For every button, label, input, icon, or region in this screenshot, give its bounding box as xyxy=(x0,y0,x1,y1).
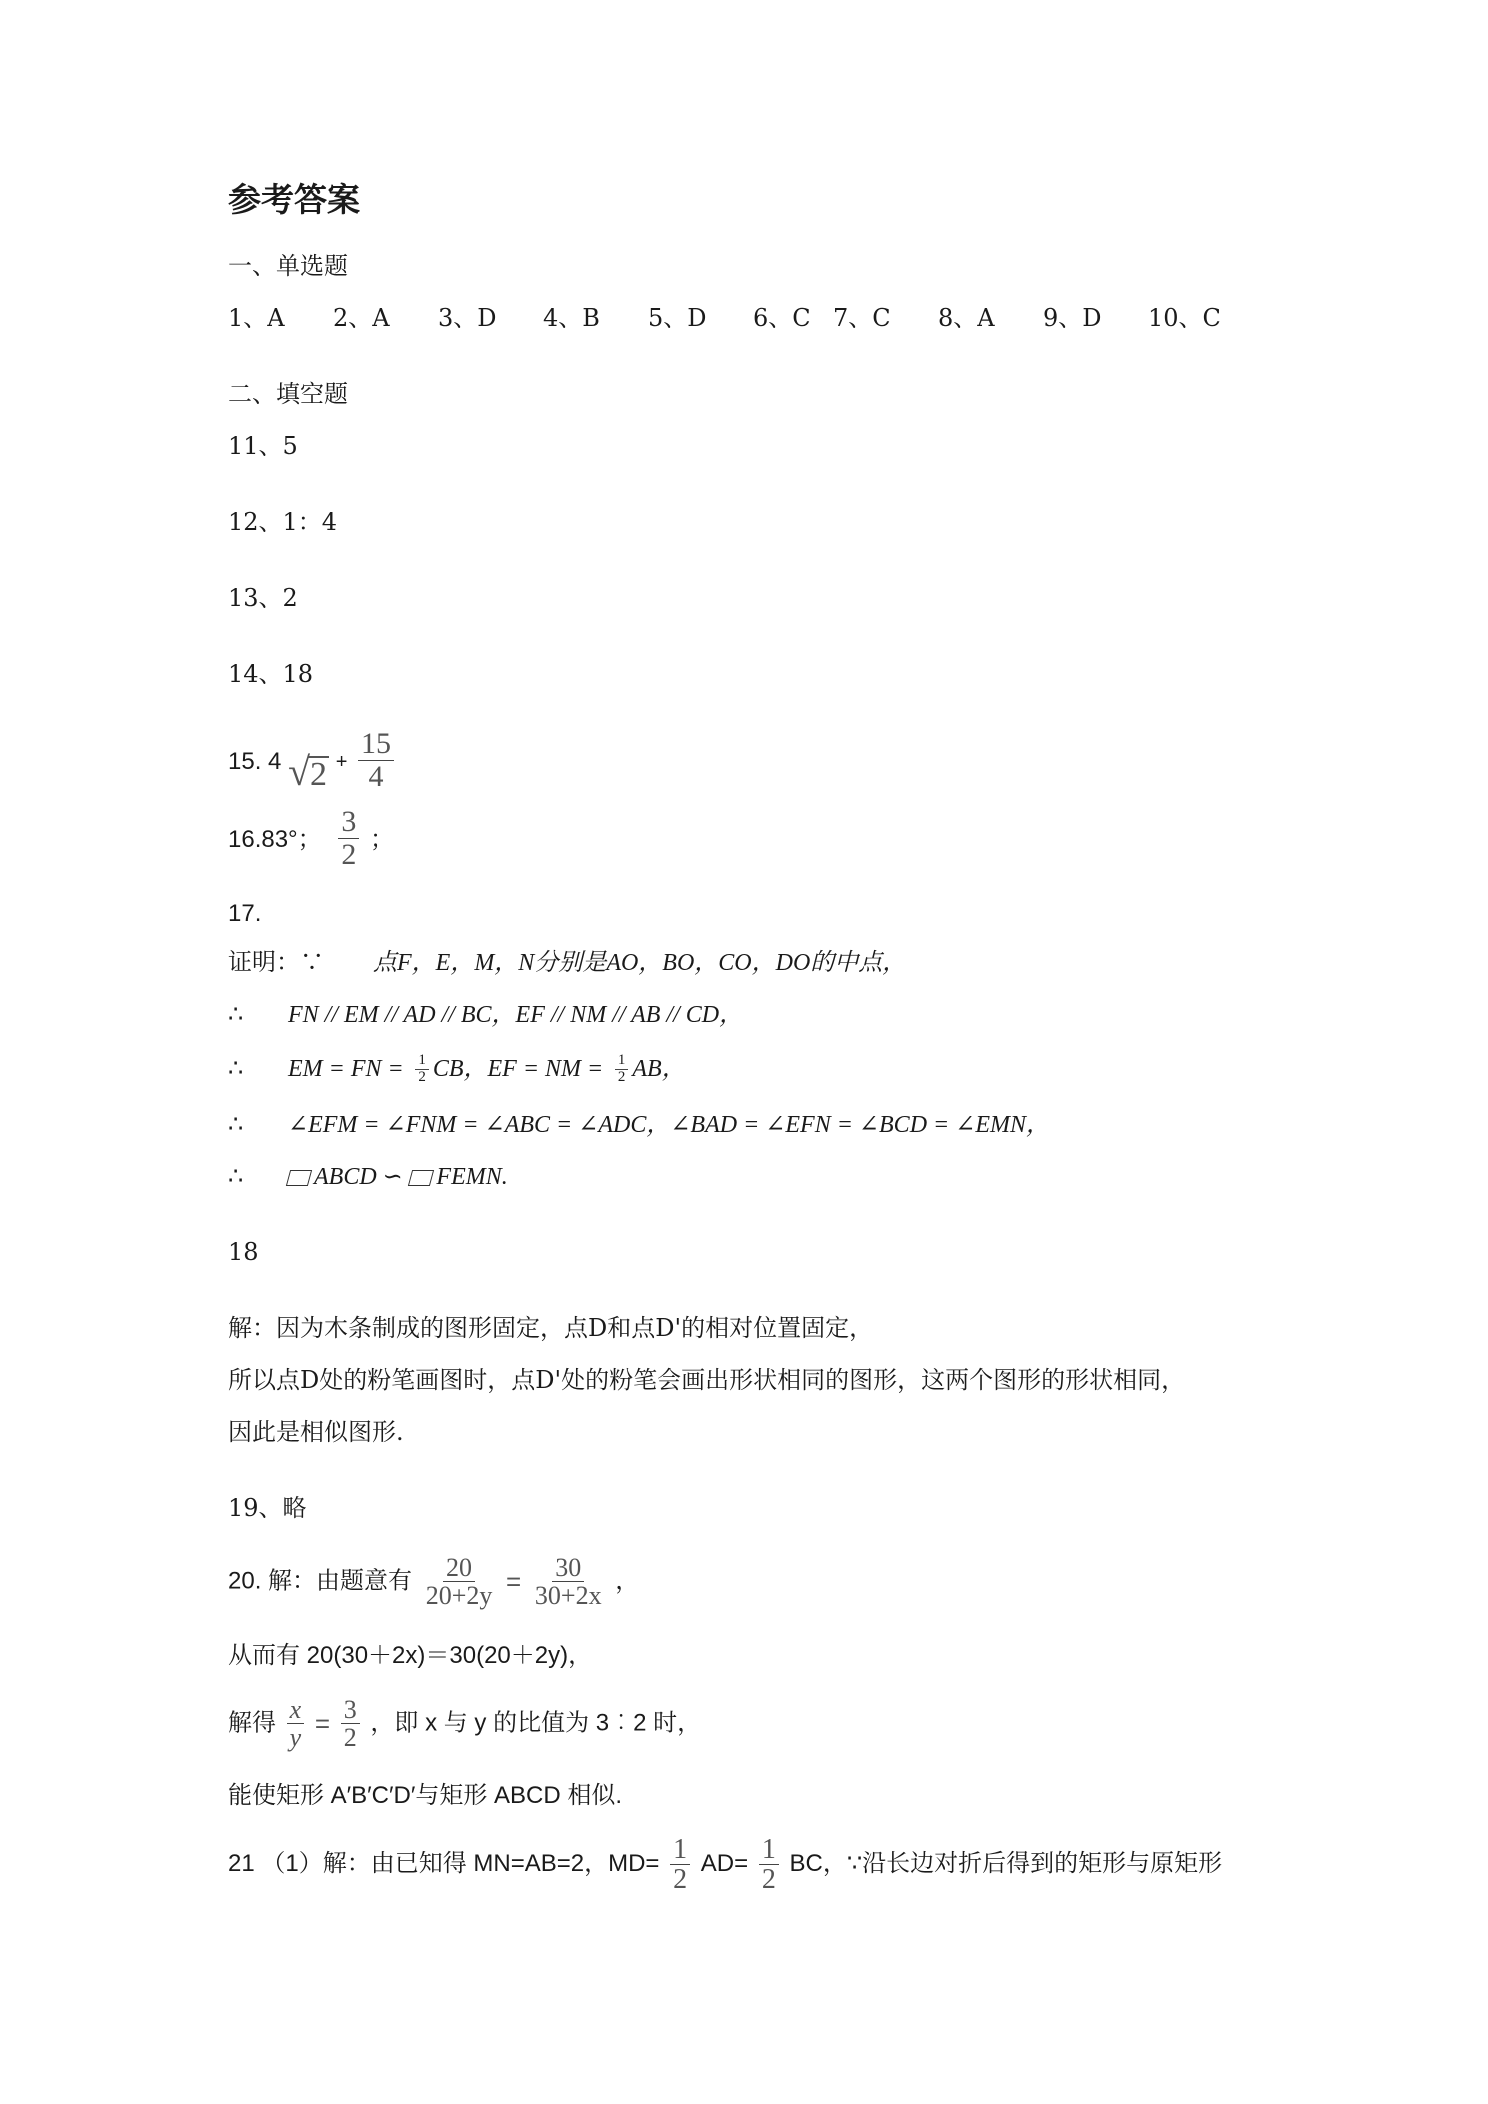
equals-sign: = xyxy=(506,1566,522,1597)
section-heading-fill-blank: 二、填空题 xyxy=(228,380,348,408)
plus-sign: + xyxy=(335,751,348,773)
fraction-numerator: 1 xyxy=(415,1053,429,1070)
fraction-one-half xyxy=(670,1835,690,1895)
page-title: 参考答案 xyxy=(228,180,360,219)
fraction-15-4 xyxy=(358,728,394,792)
answer-3: 3、D xyxy=(438,304,497,332)
fraction-denominator: 2 xyxy=(341,837,357,871)
fraction-numerator: 30 xyxy=(552,1554,584,1582)
answer-5: 5、D xyxy=(648,304,707,332)
section-heading-single-choice: 一、单选题 xyxy=(228,252,348,280)
q20-comma: ， xyxy=(615,1567,640,1595)
single-choice-answers xyxy=(228,302,1228,334)
fraction-20-over-20-2y xyxy=(423,1554,496,1610)
fraction-one-half xyxy=(615,1053,629,1086)
q18-label: 18 xyxy=(228,1238,259,1266)
therefore-symbol: ∴ xyxy=(228,1110,244,1138)
q17-premise: 点F，E，M，N分别是AO，BO，CO，DO的中点， xyxy=(373,950,907,976)
q20-solve-suffix: ，即 x 与 y 的比值为 3︰2 时， xyxy=(370,1709,702,1737)
answer-6: 6、C xyxy=(753,304,811,332)
fraction-one-half xyxy=(759,1835,779,1895)
q19-answer: 19、略 xyxy=(228,1494,307,1522)
fraction-denominator: 2 xyxy=(673,1864,688,1896)
answer-13: 13、2 xyxy=(228,584,298,612)
fraction-numerator: 1 xyxy=(759,1835,779,1865)
answer-7: 7、C xyxy=(833,304,891,332)
q17-eq-part-b: CB，EF = NM = xyxy=(432,1056,604,1082)
q18-line-3: 因此是相似图形. xyxy=(228,1418,404,1446)
q17-line-4 xyxy=(228,1108,1050,1141)
fraction-numerator: x xyxy=(287,1696,305,1724)
fraction-denominator: 2 xyxy=(761,1864,776,1896)
equals-sign: = xyxy=(314,1708,331,1739)
answer-4: 4、B xyxy=(543,304,600,332)
answer-9: 9、D xyxy=(1043,304,1102,332)
q21-suffix: BC，∵沿长边对折后得到的矩形与原矩形 xyxy=(789,1850,1223,1877)
radical-icon: √ xyxy=(288,749,311,794)
answer-16 xyxy=(228,806,394,870)
fraction-denominator: 30+2x xyxy=(534,1581,602,1611)
fraction-numerator: 1 xyxy=(670,1835,690,1865)
q20-prefix: 20. 解：由题意有 xyxy=(228,1567,413,1595)
answer-1: 1、A xyxy=(228,304,285,332)
q20-line-4: 能使矩形 A′B′C′D′与矩形 ABCD 相似. xyxy=(228,1782,623,1809)
sqrt-radicand: 2 xyxy=(310,756,328,793)
fraction-3-over-2 xyxy=(341,1696,360,1752)
because-prefix: 证明：∵ xyxy=(228,948,324,976)
q17-line-1 xyxy=(228,946,906,979)
parallelogram-icon xyxy=(286,1170,312,1186)
fraction-denominator: 4 xyxy=(368,759,384,793)
q17-eq-part-a: EM = FN = xyxy=(288,1056,404,1082)
fraction-30-over-30-2x xyxy=(532,1554,605,1610)
therefore-symbol: ∴ xyxy=(228,1162,244,1190)
fraction-denominator: 2 xyxy=(343,1723,357,1753)
q20-line-3 xyxy=(228,1690,701,1757)
therefore-symbol: ∴ xyxy=(228,1000,244,1028)
answer-11: 11、5 xyxy=(228,432,298,460)
fraction-numerator: 15 xyxy=(358,728,394,761)
answer-12: 12、1：4 xyxy=(228,508,338,536)
answer-16-suffix: ； xyxy=(370,826,394,853)
answer-15 xyxy=(228,728,398,792)
q18-line-2: 所以点D处的粉笔画图时，点D'处的粉笔会画出形状相同的图形，这两个图形的形状相同， xyxy=(228,1366,1186,1394)
q21-line-1 xyxy=(228,1828,1222,1900)
fraction-x-over-y xyxy=(287,1696,305,1752)
fraction-numerator: 3 xyxy=(338,806,359,839)
therefore-symbol: ∴ xyxy=(228,1054,244,1082)
answer-8: 8、A xyxy=(938,304,995,332)
answer-10: 10、C xyxy=(1148,304,1221,332)
fraction-denominator: 2 xyxy=(617,1069,626,1085)
q21-prefix: 21 （1）解：由已知得 MN=AB=2，MD= xyxy=(228,1850,660,1877)
q17-similar-part-a: ABCD ∽ xyxy=(314,1164,403,1190)
q17-line-3 xyxy=(228,1052,686,1086)
answer-2: 2、A xyxy=(333,304,390,332)
q18-line-1: 解：因为木条制成的图形固定，点D和点D'的相对位置固定， xyxy=(228,1314,874,1342)
q17-similar-part-b: FEMN. xyxy=(436,1164,508,1190)
fraction-denominator: y xyxy=(289,1723,302,1753)
parallelogram-icon xyxy=(408,1170,434,1186)
fraction-one-half xyxy=(415,1053,429,1086)
fraction-numerator: 1 xyxy=(615,1053,629,1070)
q17-eq-part-c: AB， xyxy=(632,1056,686,1082)
fraction-denominator: 20+2y xyxy=(425,1581,493,1611)
q21-mid: AD= xyxy=(700,1850,749,1877)
q20-line-2: 从而有 20(30＋2x)＝30(20＋2y)， xyxy=(228,1642,593,1669)
q17-line-5 xyxy=(228,1160,508,1193)
q17-angle-statement: ∠EFM = ∠FNM = ∠ABC = ∠ADC，∠BAD = ∠EFN = ∠BCD = ∠EMN， xyxy=(288,1112,1050,1138)
sqrt-expression xyxy=(288,749,329,794)
q17-label: 17. xyxy=(228,900,262,927)
q20-line-1 xyxy=(228,1548,639,1615)
fraction-numerator: 3 xyxy=(341,1696,360,1724)
fraction-3-2 xyxy=(338,806,359,870)
fraction-numerator: 20 xyxy=(443,1554,475,1582)
q17-parallel-statement: FN // EM // AD // BC，EF // NM // AB // CD， xyxy=(288,1002,744,1028)
answer-16-prefix: 16.83°； xyxy=(228,826,322,853)
fraction-denominator: 2 xyxy=(418,1069,426,1085)
answer-15-prefix: 15. 4 xyxy=(228,748,282,775)
answer-14: 14、18 xyxy=(228,660,314,688)
q20-solve-prefix: 解得 xyxy=(228,1709,276,1737)
q17-line-2 xyxy=(228,998,743,1031)
